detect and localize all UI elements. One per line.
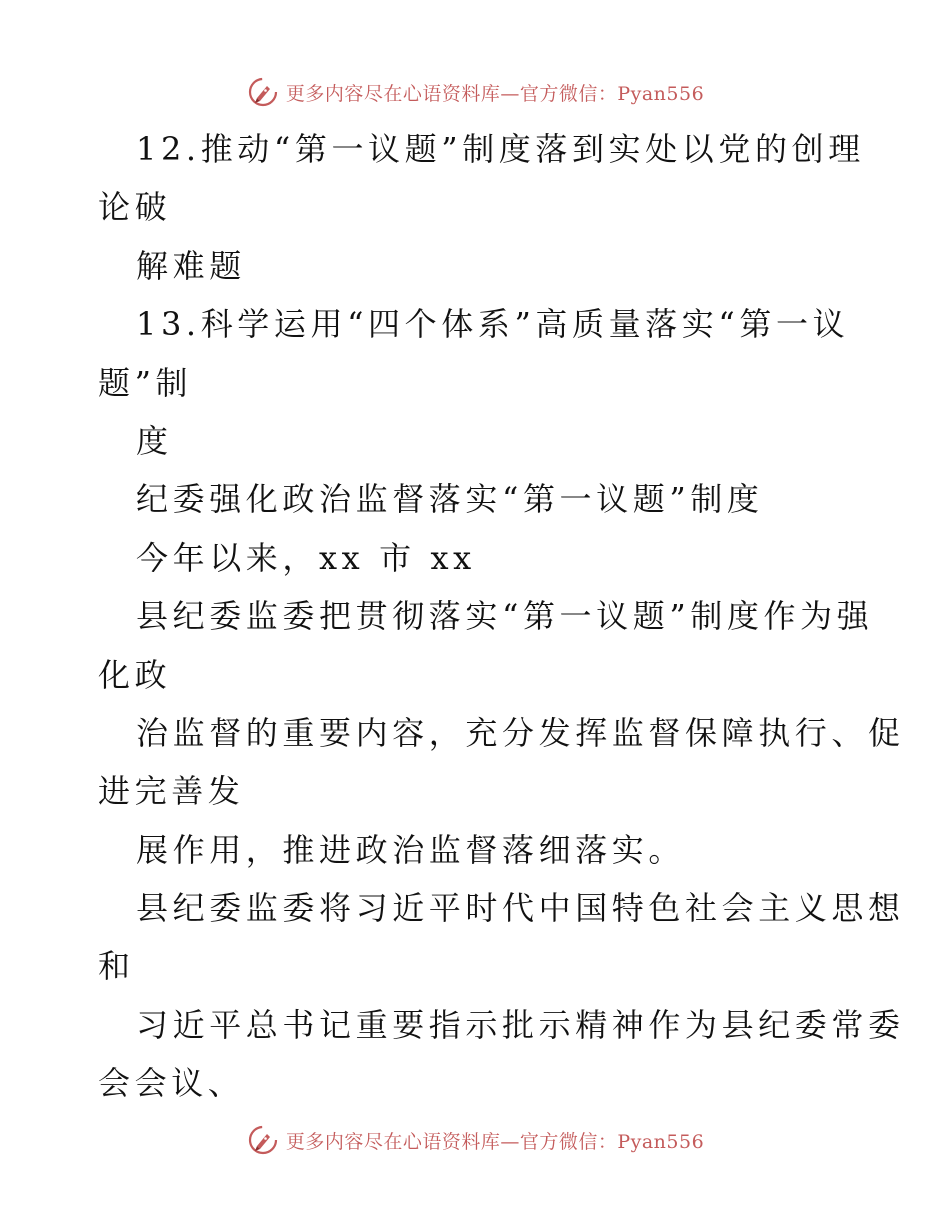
text-line: 度 (136, 421, 173, 460)
text-line: 13.科学运用“四个体系”高质量落实“第一议 (136, 305, 850, 344)
text-line: 县纪委监委将习近平时代中国特色社会主义思想 (136, 889, 905, 928)
text-line: 习近平总书记重要指示批示精神作为县纪委常委 (136, 1005, 905, 1044)
document-body (98, 120, 905, 1113)
pen-nib-swirl-icon (246, 75, 280, 109)
text-line: 今年以来，xx 市 xx (136, 538, 476, 577)
watermark-text: 更多内容尽在心语资料库—官方微信：Pyan556 (285, 82, 705, 105)
text-line: 化政 (98, 655, 172, 694)
header-watermark (0, 72, 950, 112)
text-line: 展作用，推进政治监督落细落实。 (136, 830, 686, 869)
text-line: 会会议、 (98, 1064, 245, 1103)
text-line: 论破 (98, 188, 172, 227)
text-line: 题”制 (98, 363, 193, 402)
text-line: 和 (98, 947, 135, 986)
text-line: 解难题 (136, 246, 246, 285)
pen-nib-swirl-icon (246, 1123, 280, 1157)
text-line: 治监督的重要内容，充分发挥监督保障执行、促 (136, 713, 905, 752)
text-line: 县纪委监委把贯彻落实“第一议题”制度作为强 (136, 597, 874, 636)
text-line: 12.推动“第一议题”制度落到实处以党的创理 (136, 130, 865, 168)
watermark-text: 更多内容尽在心语资料库—官方微信：Pyan556 (285, 1130, 705, 1153)
footer-watermark (0, 1120, 950, 1160)
text-line: 进完善发 (98, 772, 245, 811)
text-line: 纪委强化政治监督落实“第一议题”制度 (136, 480, 764, 519)
